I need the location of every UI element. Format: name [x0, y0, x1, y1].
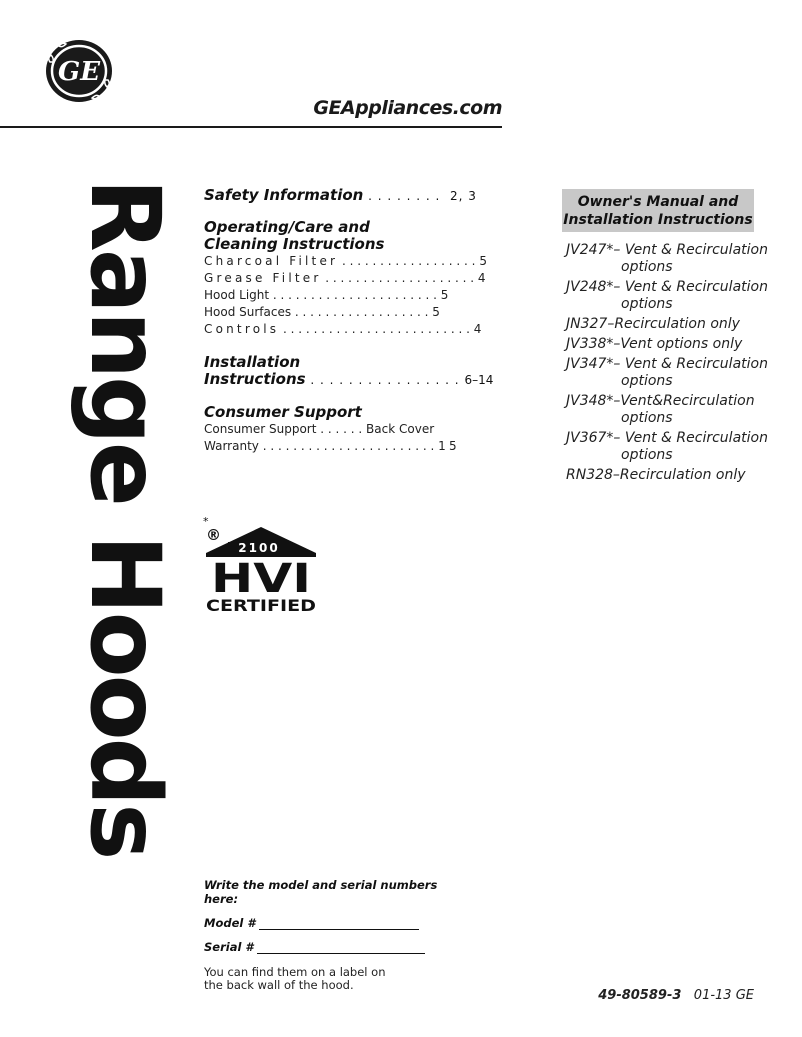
toc-heading[interactable]: Safety Information . . . . . . . . 2, 3	[204, 186, 477, 204]
serial-row	[204, 940, 464, 954]
model-list	[566, 242, 781, 487]
serial-number-field[interactable]	[257, 941, 425, 954]
model-item: JV247*– Vent & Recirculation options	[566, 242, 768, 275]
serial-label: Serial #	[204, 940, 254, 954]
document-number: 49-80589-3 01-13 GE	[598, 988, 754, 1003]
toc-section-consumer-support	[204, 404, 460, 455]
toc-heading: Operating/Care and	[204, 218, 370, 236]
toc-section-safety	[204, 187, 477, 205]
model-label: Model #	[204, 916, 256, 930]
website-url[interactable]: GEAppliances.com	[313, 97, 502, 119]
manual-title-box	[562, 189, 754, 232]
header-rule	[0, 126, 502, 128]
model-number-field[interactable]	[259, 917, 419, 930]
model-item: JN327–Recirculation only	[566, 316, 740, 332]
form-heading: Write the model and serial numbers here:	[204, 878, 438, 906]
ge-logo	[44, 38, 114, 104]
page-title: Range Hoods	[69, 178, 181, 858]
toc-item-consumer-support[interactable]: Consumer Support . . . . . . Back Cover	[204, 422, 435, 436]
toc-item-warranty[interactable]: Warranty . . . . . . . . . . . . . . . . . . . . . . . 15	[204, 439, 460, 453]
toc-heading: Consumer Support	[204, 403, 362, 421]
model-item: JV338*–Vent options only	[566, 336, 743, 352]
model-item: JV248*– Vent & Recirculation options	[566, 279, 768, 312]
form-note: You can find them on a label on the back wall of the hood.	[204, 965, 386, 992]
model-item: JV367*– Vent & Recirculation options	[566, 430, 768, 463]
toc-item-hood-light[interactable]: Hood Light . . . . . . . . . . . . . . . . . . . . . . 5	[204, 288, 449, 302]
svg-text:2100: 2100	[238, 541, 280, 555]
svg-text:GE: GE	[57, 57, 101, 87]
toc-item-charcoal-filter[interactable]: Charcoal Filter . . . . . . . . . . . . . . . . . . 5	[204, 254, 487, 268]
toc-item-grease-filter[interactable]: Grease Filter . . . . . . . . . . . . . . . . . . . . 4	[204, 271, 486, 285]
svg-text:CERTIFIED: CERTIFIED	[206, 596, 316, 615]
toc-item-controls[interactable]: Controls . . . . . . . . . . . . . . . . . . . . . . . . . 4	[204, 322, 482, 336]
model-item: RN328–Recirculation only	[566, 467, 746, 483]
toc-section-installation	[204, 354, 493, 389]
model-row	[204, 916, 464, 930]
svg-text:HVI: HVI	[211, 556, 311, 602]
serial-form	[204, 878, 464, 992]
toc-section-operating	[204, 219, 487, 338]
toc-item-hood-surfaces[interactable]: Hood Surfaces . . . . . . . . . . . . . . . . . . 5	[204, 305, 440, 319]
toc-heading-line2: Cleaning Instructions	[204, 235, 385, 253]
svg-text:*: *	[203, 515, 209, 528]
model-item: JV347*– Vent & Recirculation options	[566, 356, 768, 389]
svg-text:®: ®	[206, 526, 221, 544]
toc-heading: Installation	[204, 353, 301, 371]
manual-title-line2: Installation Instructions	[563, 212, 753, 228]
model-item: JV348*–Vent&Recirculation options	[566, 393, 755, 426]
toc-heading-line2[interactable]: Instructions . . . . . . . . . . . . . . . . 6–14	[204, 370, 494, 388]
manual-title-line1: Owner's Manual and	[577, 194, 739, 210]
hvi-certified-badge	[200, 515, 322, 615]
